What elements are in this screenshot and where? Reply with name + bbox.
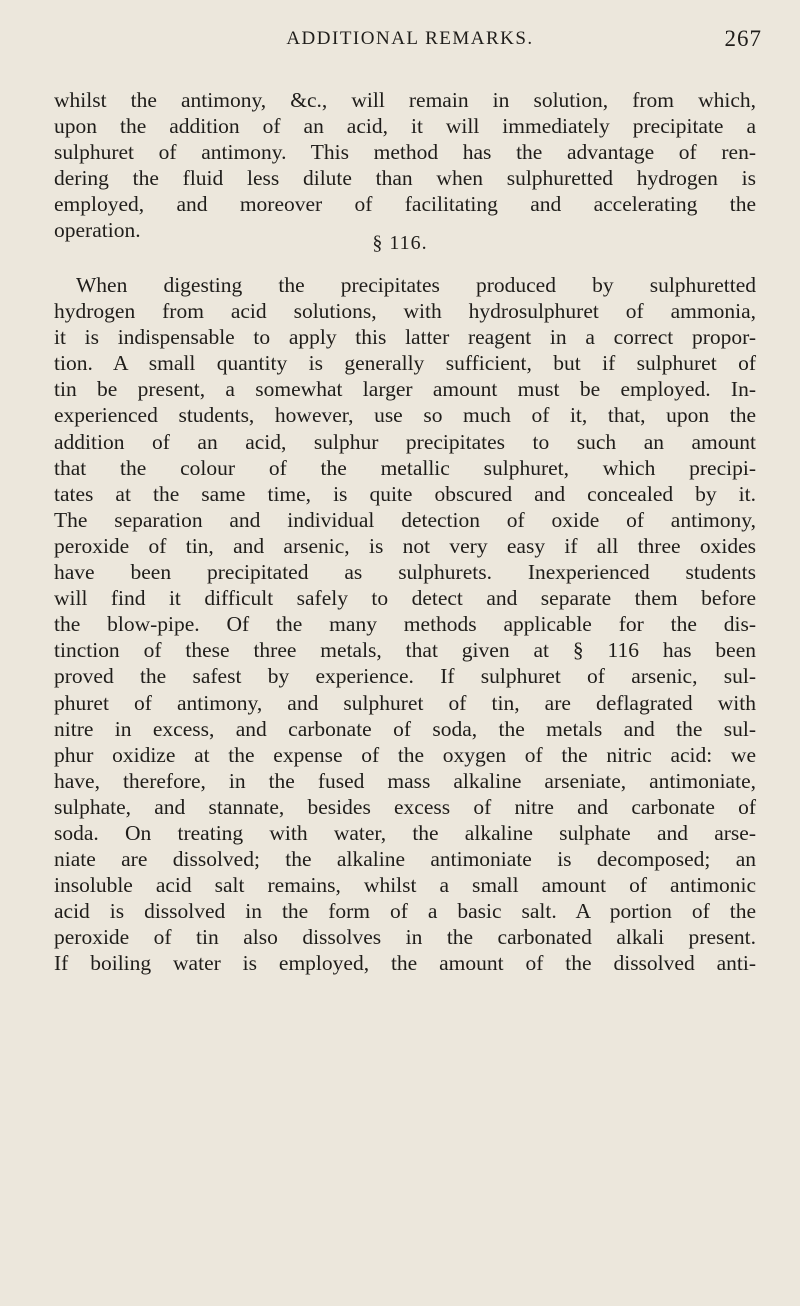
text-line: have been precipitated as sulphurets. Inexperienced students <box>54 560 756 585</box>
text-line: soda. On treating with water, the alkaline sulphate and arse- <box>54 820 756 845</box>
text-line: When digesting the precipitates produced by sulphuretted <box>76 273 756 297</box>
text-line: hydrogen from acid solutions, with hydrosulphuret of ammonia, <box>54 299 756 324</box>
text-line: have, therefore, in the fused mass alkaline arseniate, antimoniate, <box>54 768 756 793</box>
text-line: proved the safest by experience. If sulphuret of arsenic, sul- <box>54 664 756 689</box>
text-line: will find it difficult safely to detect and separate them before <box>54 586 756 611</box>
section-heading: § 116. <box>372 232 428 254</box>
text-line: experienced students, however, use so much of it, that, upon the <box>54 403 756 428</box>
text-line: whilst the antimony, &c., will remain in solution, from which, <box>54 88 756 112</box>
text-line: that the colour of the metallic sulphuret, which precipi- <box>54 455 756 480</box>
text-line: addition of an acid, sulphur precipitates to such an amount <box>54 429 756 454</box>
text-line: nitre in excess, and carbonate of soda, the metals and the sul- <box>54 716 756 741</box>
paragraph-section-116 <box>54 272 756 977</box>
text-line: If boiling water is employed, the amount of the dissolved anti- <box>54 951 756 976</box>
text-line: employed, and moreover of facilitating and accelerating the <box>54 192 756 217</box>
page-number: 267 <box>724 26 762 51</box>
text-line: tinction of these three metals, that given at § 116 has been <box>54 638 756 663</box>
text-line: dering the fluid less dilute than when sulphuretted hydrogen is <box>54 166 756 191</box>
text-line: operation. <box>54 218 141 243</box>
text-line: niate are dissolved; the alkaline antimoniate is decomposed; an <box>54 847 756 872</box>
text-line: the blow-pipe. Of the many methods applicable for the dis- <box>54 612 756 637</box>
text-line: tin be present, a somewhat larger amount must be employed. In- <box>54 377 756 402</box>
text-line: sulphate, and stannate, besides excess of nitre and carbonate of <box>54 794 756 819</box>
text-line: phur oxidize at the expense of the oxygen of the nitric acid: we <box>54 742 756 767</box>
text-line: insoluble acid salt remains, whilst a small amount of antimonic <box>54 873 756 898</box>
text-line: peroxide of tin, and arsenic, is not very easy if all three oxides <box>54 533 756 558</box>
text-line: phuret of antimony, and sulphuret of tin, are deflagrated with <box>54 690 756 715</box>
text-line: The separation and individual detection of oxide of antimony, <box>54 507 756 532</box>
text-line: tion. A small quantity is generally sufficient, but if sulphuret of <box>54 351 756 376</box>
text-line: upon the addition of an acid, it will immediately precipitate a <box>54 114 756 139</box>
text-line: peroxide of tin also dissolves in the carbonated alkali present. <box>54 925 756 950</box>
text-line: tates at the same time, is quite obscured and concealed by it. <box>54 481 756 506</box>
page-header <box>60 28 760 58</box>
paragraph-continued <box>54 87 756 244</box>
text-line: acid is dissolved in the form of a basic salt. A portion of the <box>54 899 756 924</box>
running-title: ADDITIONAL REMARKS. <box>286 28 534 49</box>
text-line: sulphuret of antimony. This method has the advantage of ren- <box>54 140 756 165</box>
text-line: it is indispensable to apply this latter reagent in a correct propor- <box>54 325 756 350</box>
